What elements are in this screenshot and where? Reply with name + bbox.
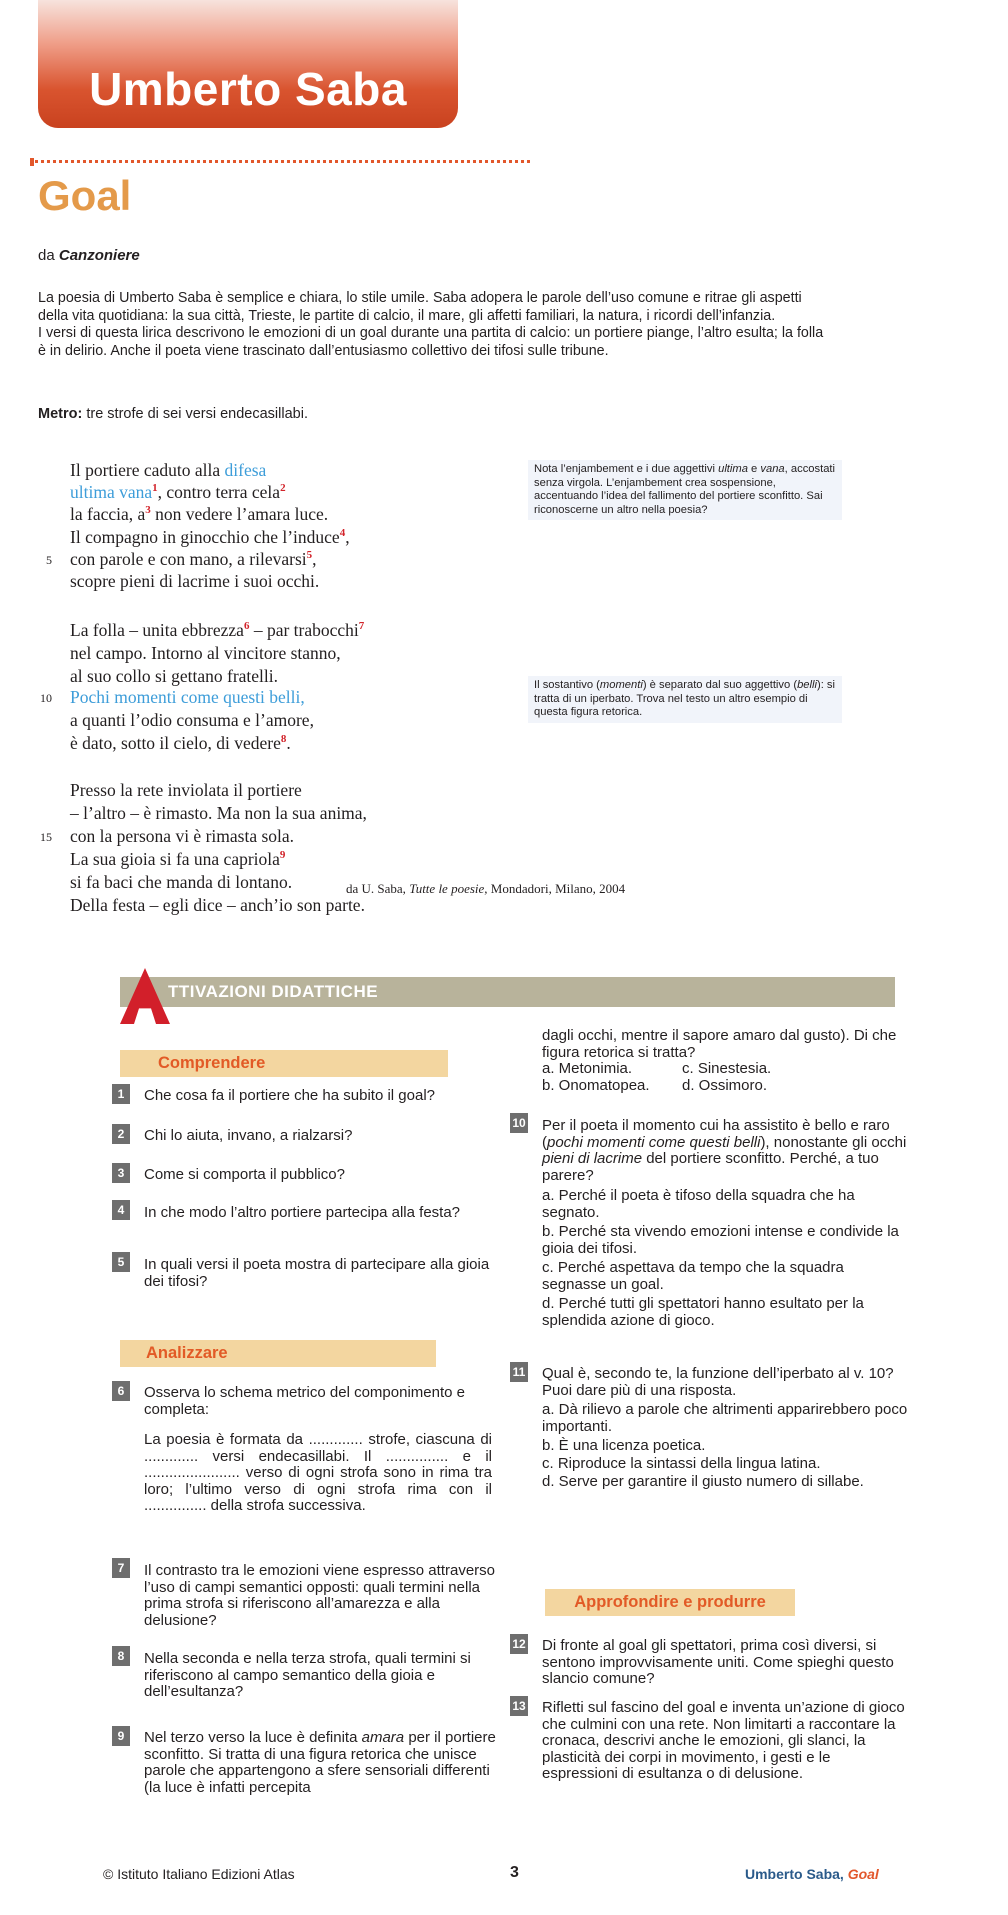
- option: b. È una licenza poetica.: [542, 1437, 706, 1454]
- verse: ultima vana$^1$, contro terra cela$^2$: [70, 482, 286, 502]
- option: c. Perché aspettava da tempo che la squadra segnasse un goal.: [542, 1259, 844, 1293]
- activities-title: TTIVAZIONI DIDATTICHE: [168, 982, 379, 1001]
- option: a. Dà rilievo a parole che altrimenti apparirebbero poco importanti.: [542, 1401, 908, 1435]
- question-fill-in: La poesia è formata da ............. strofe, ciascuna di ............. versi endecasillabi. Il ............... e il ....................... verso di ogni strofa sono in rima tra loro; l’ultimo verso di ogni strofa rima con il ............... della strofa successiva.: [144, 1431, 492, 1514]
- question: Nella seconda e nella terza strofa, quali termini si riferiscono al campo semantico della gioia e dell’esultanza?: [144, 1650, 471, 1700]
- question-number: 2: [112, 1124, 130, 1144]
- verse: La sua gioia si fa una capriola$^9$: [70, 849, 286, 869]
- metro-label: Metro:: [38, 406, 83, 422]
- line-number: 15: [40, 830, 52, 844]
- option: b. Perché sta vivendo emozioni intense e condivide la gioia dei tifosi.: [542, 1223, 899, 1257]
- verse: scopre pieni di lacrime i suoi occhi.: [70, 571, 320, 591]
- footnote-ref: 6: [243, 620, 250, 633]
- option: a. Perché il poeta è tifoso della squadra che ha segnato.: [542, 1187, 855, 1221]
- metro: [38, 406, 308, 422]
- page-number: 3: [510, 1864, 519, 1881]
- author-name: Umberto Saba: [89, 63, 407, 115]
- line-number: 5: [46, 553, 52, 567]
- question: In quali versi il poeta mostra di partecipare alla gioia dei tifosi?: [144, 1256, 490, 1290]
- source-book: Canzoniere: [58, 247, 140, 264]
- footnote-ref: 5: [306, 549, 313, 562]
- question: Per il poeta il momento cui ha assistito è bello e raro (pochi momenti come questi belli), nonostante gli occhi pieni di lacrime del portiere sconfitto. Perché, a tuo parere?: [542, 1117, 907, 1184]
- question: Di fronte al goal gli spettatori, prima così diversi, si sentono improvvisamente uniti. Come spieghi questo slancio comune?: [542, 1637, 894, 1687]
- verse: a quanti l’odio consuma e l’amore,: [70, 710, 314, 730]
- dotted-divider: [30, 160, 530, 163]
- verse: con parole e con mano, a rilevarsi$^5$,: [70, 549, 317, 569]
- question: Osserva lo schema metrico del componimento e completa:: [144, 1384, 465, 1418]
- question: Rifletti sul fascino del goal e inventa un’azione di gioco che culmini con una rete. Non limitarti a raccontare la cronaca, descrivi anche le emozioni, gli slanci, la plasticità dei corpi in movimento, i gesti e le espressioni di esultanza o di delusione.: [542, 1699, 905, 1782]
- question-number: 3: [112, 1163, 130, 1183]
- option: b. Onomatopea.: [542, 1077, 650, 1094]
- verse: al suo collo si gettano fratelli.: [70, 666, 279, 686]
- section-approfondire: Approfondire e produrre: [545, 1589, 795, 1616]
- question-number: 4: [112, 1200, 130, 1220]
- question-number: 13: [510, 1696, 528, 1716]
- poem-title: Goal: [38, 172, 132, 219]
- question-number: 5: [112, 1252, 130, 1272]
- footnote-ref: 4: [339, 527, 346, 540]
- footnote-ref: 2: [280, 482, 286, 495]
- verse: con la persona vi è rimasta sola.: [70, 826, 295, 846]
- question: In che modo l’altro portiere partecipa alla festa?: [144, 1204, 461, 1221]
- question: Chi lo aiuta, invano, a rialzarsi?: [144, 1127, 353, 1144]
- question-number: 9: [112, 1726, 130, 1746]
- question-number: 7: [112, 1558, 130, 1578]
- citation: da U. Saba, Tutte le poesie, Mondadori, Milano, 2004: [346, 881, 626, 896]
- source: [38, 247, 140, 264]
- intro-paragraph: I versi di questa lirica descrivono le emozioni di un goal durante una partita di calcio: un portiere piange, l’altro esulta; la folla è in delirio. Anche il poeta viene trascinato dall’entusiasmo collettivo dei tifosi sulle tribune.: [38, 325, 824, 359]
- question: Nel terzo verso la luce è definita amara per il portiere sconfitto. Si tratta di una figura retorica che unisce parole che appartengono a sfere sensoriali differenti (la luce è infatti percepita: [144, 1729, 496, 1796]
- side-note: Il sostantivo (momenti) è separato dal suo aggettivo (belli): si tratta di un iperbato. Trova nel testo un altro esempio di questa figura retorica.: [528, 676, 842, 723]
- footnote-ref: 1: [152, 482, 158, 495]
- option: d. Ossimoro.: [682, 1077, 768, 1094]
- verse: Il compagno in ginocchio che l’induce$^4$,: [70, 527, 350, 547]
- option: d. Serve per garantire il giusto numero di sillabe.: [542, 1473, 864, 1490]
- source-prefix: da: [38, 247, 55, 264]
- question-continued: dagli occhi, mentre il sapore amaro dal gusto). Di che figura retorica si tratta?: [542, 1027, 897, 1061]
- verse: la faccia, $a^3$ non vedere l’amara luce.: [70, 504, 329, 524]
- verse: La folla – unita ebbrezza$^6$ – par trabocchi$^7$: [70, 620, 365, 640]
- question-number: 11: [510, 1362, 528, 1382]
- running-footer: Umberto Saba, Goal: [745, 1866, 879, 1882]
- section-comprendere: Comprendere: [120, 1050, 448, 1077]
- option: c. Sinestesia.: [682, 1060, 772, 1077]
- question: Che cosa fa il portiere che ha subito il goal?: [144, 1087, 436, 1104]
- intro: [38, 290, 828, 360]
- metro-text: tre strofe di sei versi endecasillabi.: [86, 406, 308, 422]
- footnote-ref: 3: [145, 504, 151, 517]
- option: a. Metonimia.: [542, 1060, 633, 1077]
- section-analizzare: Analizzare: [120, 1340, 436, 1367]
- verse: Il portiere caduto alla difesa: [70, 460, 267, 480]
- question-number: 12: [510, 1634, 528, 1654]
- question-number: 6: [112, 1381, 130, 1401]
- question-number: 10: [510, 1113, 528, 1133]
- question: Qual è, secondo te, la funzione dell’iperbato al v. 10? Puoi dare più di una risposta.: [542, 1365, 894, 1399]
- option: c. Riproduce la sintassi della lingua latina.: [542, 1455, 821, 1472]
- question: Come si comporta il pubblico?: [144, 1166, 345, 1183]
- footnote-ref: 9: [279, 849, 286, 862]
- verse: – l’altro – è rimasto. Ma non la sua anima,: [70, 803, 367, 823]
- question: Il contrasto tra le emozioni viene espresso attraverso l’uso di campi semantici opposti: quali termini nella prima strofa si riferiscono all’amarezza e alla delusione?: [144, 1562, 495, 1629]
- verse: Presso la rete inviolata il portiere: [70, 780, 302, 800]
- verse: Della festa – egli dice – anch’io son parte.: [70, 895, 365, 915]
- option: d. Perché tutti gli spettatori hanno esultato per la splendida azione di gioco.: [542, 1295, 864, 1329]
- side-note: Nota l’enjambement e i due aggettivi ultima e vana, accostati senza virgola. L’enjambement crea sospensione, accentuando l’idea del fallimento del portiere sconfitto. Sai riconoscerne un altro nella poesia?: [528, 460, 842, 520]
- verse: Pochi momenti come questi belli,: [70, 687, 305, 707]
- line-number: 10: [40, 691, 52, 705]
- question-number: 1: [112, 1084, 130, 1104]
- copyright: © Istituto Italiano Edizioni Atlas: [103, 1866, 295, 1882]
- footnote-ref: 8: [280, 733, 287, 746]
- verse: è dato, sotto il cielo, di vedere$^8$.: [70, 733, 291, 753]
- question-number: 8: [112, 1646, 130, 1666]
- verse: nel campo. Intorno al vincitore stanno,: [70, 643, 341, 663]
- intro-paragraph: La poesia di Umberto Saba è semplice e chiara, lo stile umile. Saba adopera le parole dell’uso comune e ritrae gli aspetti della vita quotidiana: la sua città, Trieste, le partite di calcio, il mare, gli affetti familiari, la natura, i ricordi dell’infanzia.: [38, 290, 802, 324]
- verse: si fa baci che manda di lontano.: [70, 872, 293, 892]
- footnote-ref: 7: [358, 620, 365, 633]
